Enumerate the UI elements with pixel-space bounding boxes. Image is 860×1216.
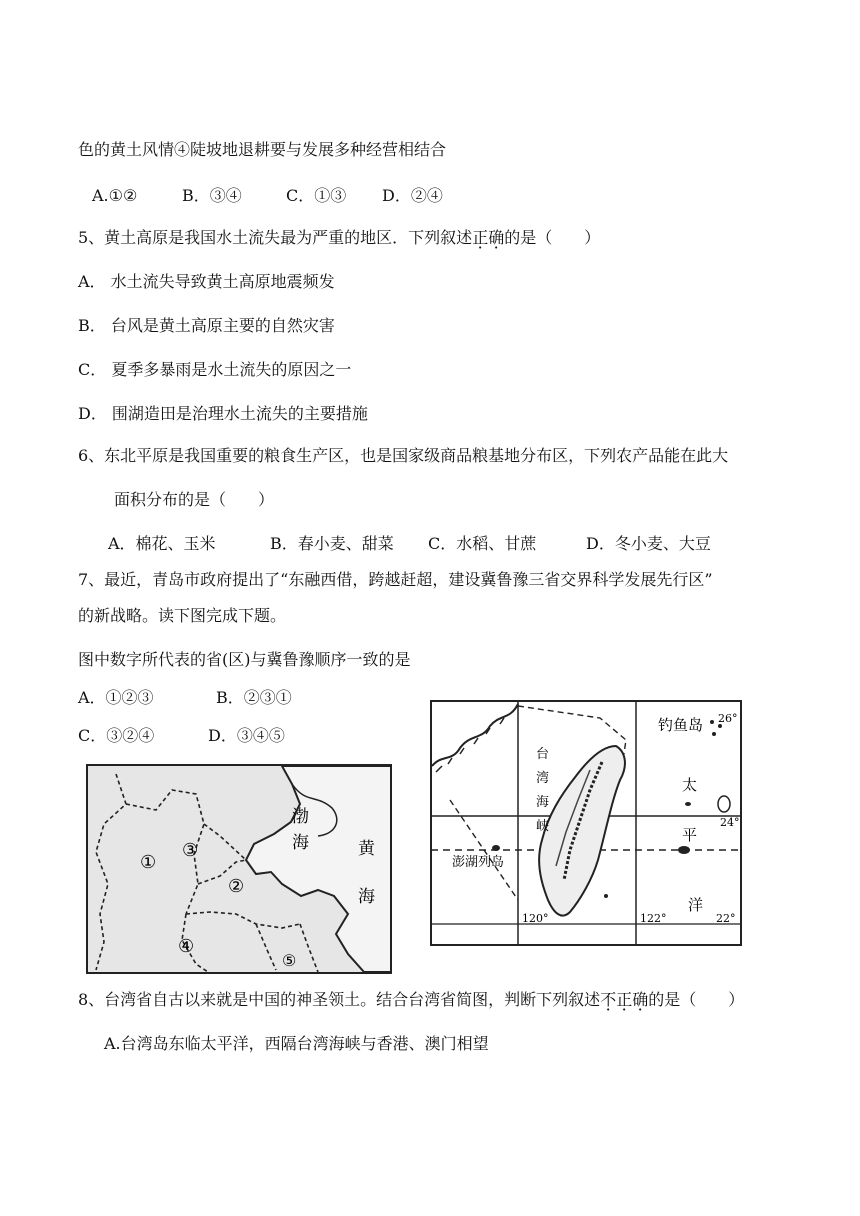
option-a: A.①② [92, 186, 138, 205]
strait-label-2: 湾 [536, 771, 550, 786]
strait-label-1: 台 [536, 747, 550, 762]
question-7-stem: 7、最近，青岛市政府提出了“东融西借，跨越赶超，建设冀鲁豫三省交界科学发展先行区” [78, 570, 713, 589]
option-c: C．①③ [286, 186, 347, 205]
map-taiwan [430, 700, 742, 946]
question-5-option-a: A． 水土流失导致黄土高原地震频发 [78, 272, 335, 291]
sea-label-bohai-2: 海 [292, 833, 309, 853]
province-number-2: ② [228, 876, 245, 897]
province-number-5: ⑤ [282, 951, 297, 970]
question-7-option-c: C．③②④ [78, 726, 155, 745]
question-6-stem-cont: 面积分布的是（ ） [114, 490, 275, 509]
question-8-stem: 8、台湾省自古以来就是中国的神圣领土。结合台湾省简图，判断下列叙述不正确的是（ ） [78, 990, 745, 1009]
question-5-option-c: C． 夏季多暴雨是水土流失的原因之一 [78, 360, 352, 379]
emphasis-char: 确 [488, 228, 505, 247]
sea-label-bohai-1: 渤 [292, 807, 309, 827]
province-number-3: ③ [182, 840, 199, 861]
emphasis-char: 不 [600, 990, 617, 1009]
ocean-label-1: 太 [682, 776, 698, 794]
province-number-4: ④ [178, 936, 195, 957]
question-continuation: 色的黄土风情④陡坡地退耕要与发展多种经营相结合 [78, 140, 447, 159]
penghu-label: 澎湖列岛 [452, 855, 505, 870]
option-b: B．③④ [182, 186, 242, 205]
lat-26-label: 26° [718, 712, 738, 725]
option-d: D．②④ [382, 186, 443, 205]
question-7-instruction: 图中数字所代表的省(区)与冀鲁豫顺序一致的是 [78, 650, 411, 669]
question-5-stem: 5、黄土高原是我国水土流失最为严重的地区．下列叙述正确的是（ ） [78, 228, 601, 247]
emphasis-char: 正 [616, 990, 633, 1009]
question-6-option-a: A．棉花、玉米 [108, 534, 216, 553]
lon-122-label: 122° [640, 912, 667, 925]
question-7-stem-cont: 的新战略。读下图完成下题。 [78, 606, 287, 625]
lat-22-label: 22° [716, 912, 736, 925]
question-8-option-a: A.台湾岛东临太平洋，西隔台湾海峡与香港、澳门相望 [104, 1034, 489, 1053]
strait-label-3: 海 [536, 795, 550, 810]
emphasis-char: 确 [632, 990, 649, 1009]
question-5-option-b: B． 台风是黄土高原主要的自然灾害 [78, 316, 335, 335]
lat-24-label: 24° [720, 816, 740, 829]
question-7-option-b: B．②③① [216, 688, 292, 707]
ocean-label-2: 平 [682, 826, 698, 844]
emphasis-char: 正 [472, 228, 489, 247]
question-6-option-d: D．冬小麦、大豆 [586, 534, 711, 553]
question-6-option-c: C．水稻、甘蔗 [428, 534, 537, 553]
question-7-option-a: A．①②③ [78, 688, 154, 707]
sea-label-huang-1: 黄 [358, 839, 375, 859]
diaoyu-island-label: 钓鱼岛 [658, 716, 704, 734]
province-number-1: ① [140, 852, 157, 873]
ocean-label-3: 洋 [688, 896, 704, 914]
emphasis-text [600, 990, 648, 1009]
emphasis-text [472, 228, 504, 247]
map-provinces [86, 764, 392, 974]
strait-label-4: 峡 [536, 819, 550, 834]
question-6-stem: 6、东北平原是我国重要的粮食生产区，也是国家级商品粮基地分布区，下列农产品能在此大 [78, 446, 729, 465]
sea-label-huang-2: 海 [358, 887, 375, 907]
question-7-option-d: D．③④⑤ [208, 726, 285, 745]
lon-120-label: 120° [522, 912, 549, 925]
question-6-option-b: B．春小麦、甜菜 [270, 534, 394, 553]
question-5-option-d: D． 围湖造田是治理水土流失的主要措施 [78, 404, 368, 423]
